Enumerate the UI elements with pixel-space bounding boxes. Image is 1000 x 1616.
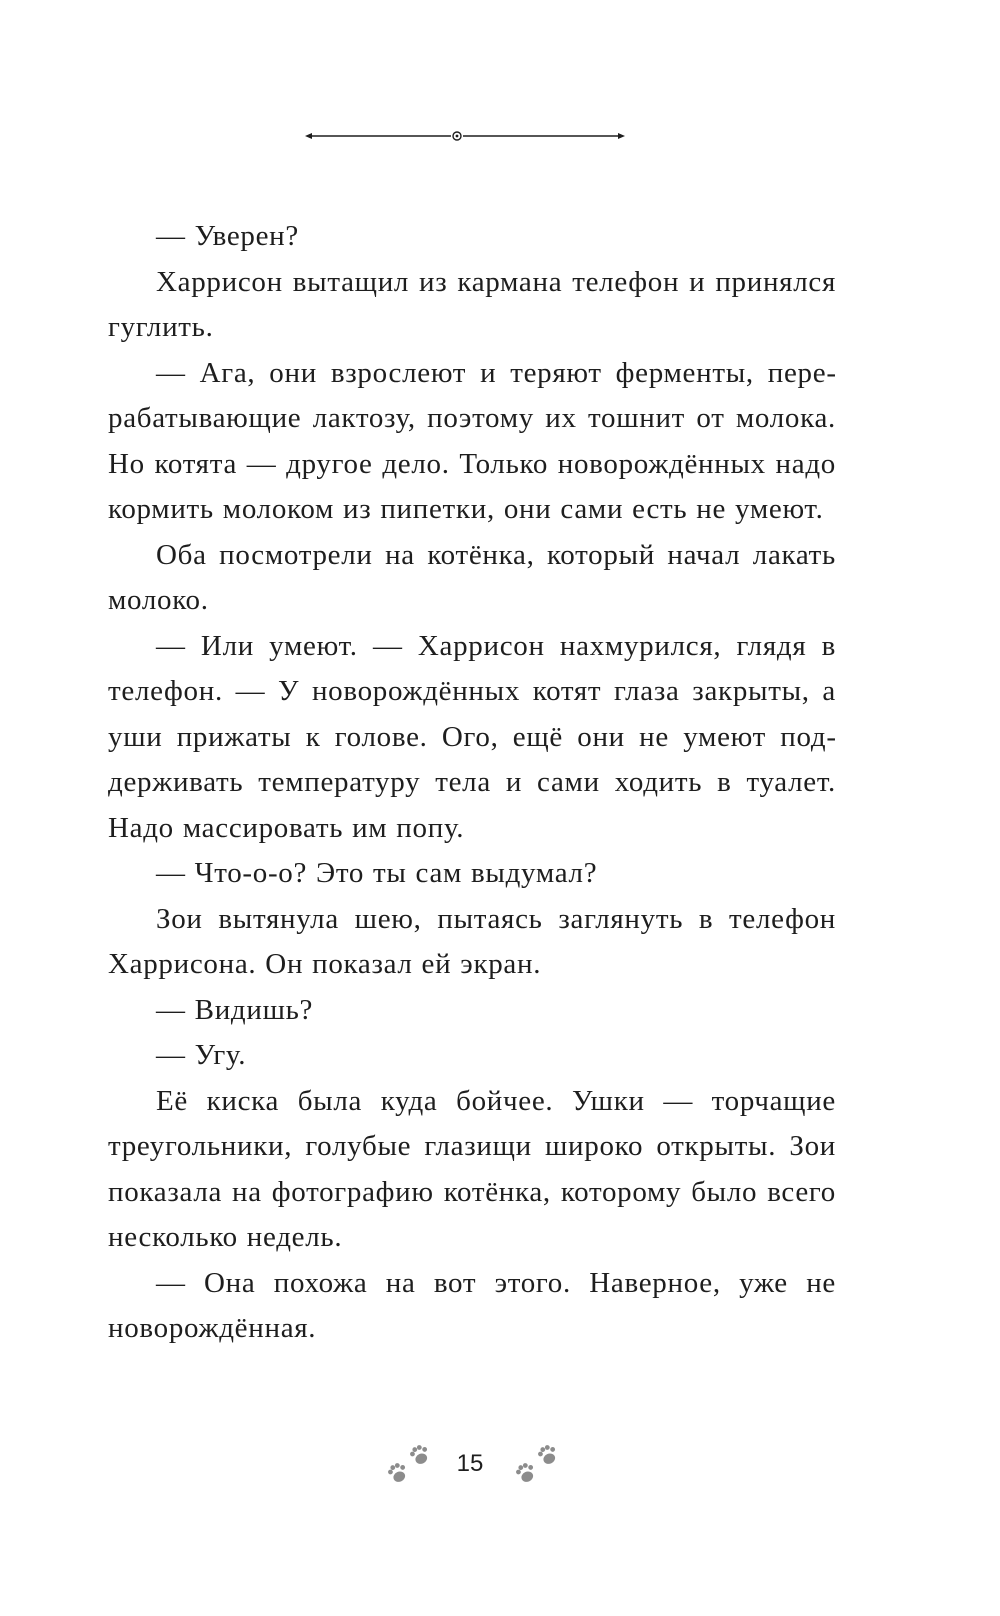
- story-text: [108, 214, 836, 1352]
- paw-print-icon: [512, 1440, 572, 1490]
- ornamental-divider-icon: [305, 128, 647, 144]
- paragraph: — Угу.: [156, 1039, 247, 1071]
- paragraph: Харрисон вытащил из кармана телефон и принялся гуглить.: [108, 265, 836, 343]
- paragraph: — Или умеют. — Харрисон нахмурился, глядя в телефон. — У новорождённых котят глаза закрыты, а уши прижаты к голове. Ого, ещё они не умеют поддерживать температуру тела и сами ходить в туалет. Надо массировать им попу.: [108, 629, 836, 844]
- paragraph: Зои вытянула шею, пытаясь заглянуть в телефон Харрисона. Он показал ей экран.: [108, 902, 836, 980]
- paragraph: Её киска была куда бойчее. Ушки — торчащие треугольники, голубые глазищи широко открыты. Зои показала на фотографию котёнка, которому было всего несколько недель.: [108, 1084, 836, 1253]
- page-footer: [0, 1440, 1000, 1500]
- paragraph: — Видишь?: [156, 993, 314, 1026]
- paragraph: — Она похожа на вот этого. Наверное, уже не новорождённая.: [108, 1266, 836, 1344]
- paw-print-icon: [384, 1440, 444, 1490]
- paragraph: Оба посмотрели на котёнка, который начал лакать молоко.: [108, 538, 836, 616]
- paragraph: — Ага, они взрослеют и теряют ферменты, перерабатывающие лактозу, поэтому их тошнит от молока. Но котята — другое дело. Только новорождённых надо кормить молоком из пипетки, они сами есть не умеют.: [108, 356, 836, 525]
- paragraph: — Что-о-о? Это ты сам выдумал?: [156, 857, 598, 889]
- page-number: 15: [456, 1450, 484, 1477]
- paragraph: — Уверен?: [156, 220, 299, 252]
